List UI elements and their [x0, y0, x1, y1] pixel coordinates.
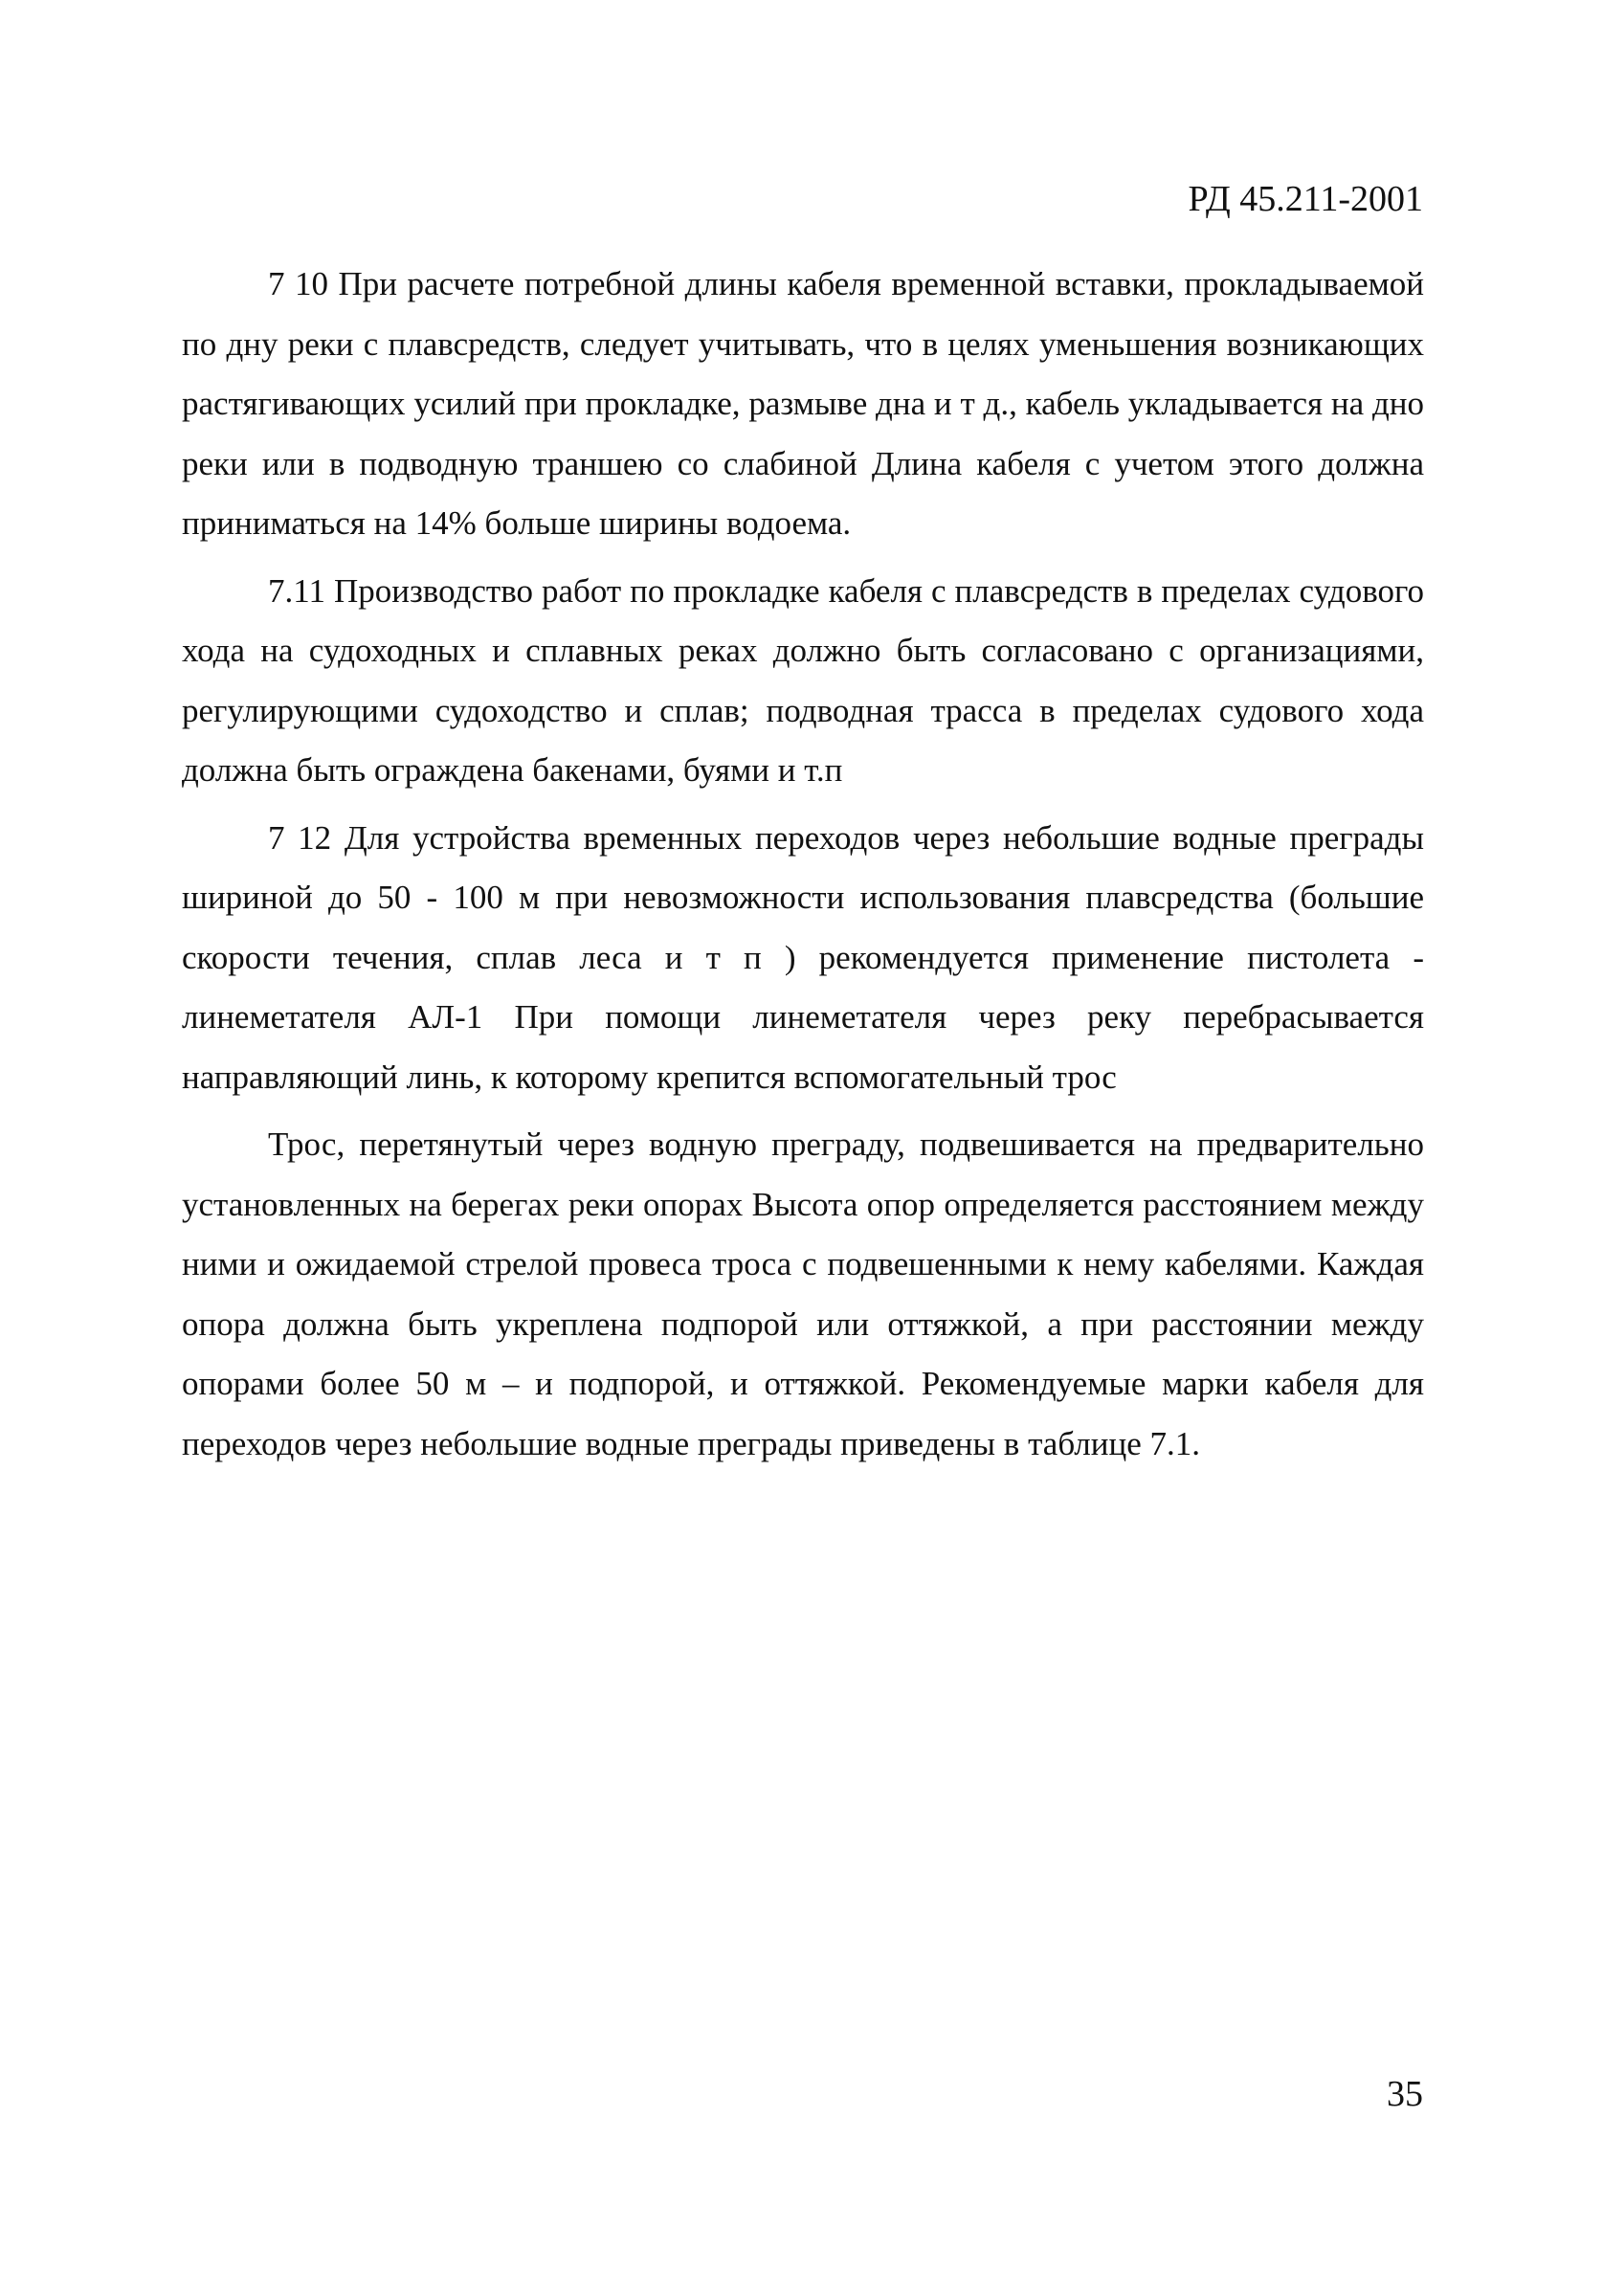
paragraph-cable-rope: Трос, перетянутый через водную преграду, подвешивается на предварительно установленных на берегах реки опорах Высота опор определяется расстоянием между ними и ожидаемой стрелой провеса троса с подвешенными к нему кабелями. Каждая опора должна быть укреплена подпорой или оттяжкой, а при расстоянии между опорами более 50 м – и подпорой, и оттяжкой. Рекомендуемые марки кабеля для переходов через небольшие водные преграды приведены в таблице 7.1.	[182, 1126, 1424, 1462]
paragraph-7-11: 7.11 Производство работ по прокладке кабеля с плавсредств в пределах судового хода на судоходных и сплавных реках должно быть согласовано с организациями, регулирующими судоходство и сплав; подводная трасса в пределах судового хода должна быть ограждена бакенами, буями и т.п	[182, 571, 1424, 789]
page-number: 35	[1387, 2074, 1423, 2114]
body-text	[182, 255, 1424, 1482]
paragraph-7-10: 7 10 При расчете потребной длины кабеля временной вставки, прокладываемой по дну реки с плавсредств, следует учитывать, что в целях уменьшения возникающих растягивающих усилий при прокладке, размыве дна и т д., кабель укладывается на дно реки или в подводную траншею со слабиной Длина кабеля с учетом этого должна приниматься на 14% больше ширины водоема.	[182, 265, 1424, 542]
paragraph-7-12: 7 12 Для устройства временных переходов через небольшие водные преграды шириной до 50 - 100 м при невозможности использования плавсредства (большие скорости течения, сплав леса и т п ) рекомендуется применение пистолета - линеметателя АЛ-1 При помощи линеметателя через реку перебрасывается направляющий линь, к которому крепится вспомогательный трос	[182, 818, 1424, 1096]
document-code: РД 45.211-2001	[1188, 179, 1423, 219]
